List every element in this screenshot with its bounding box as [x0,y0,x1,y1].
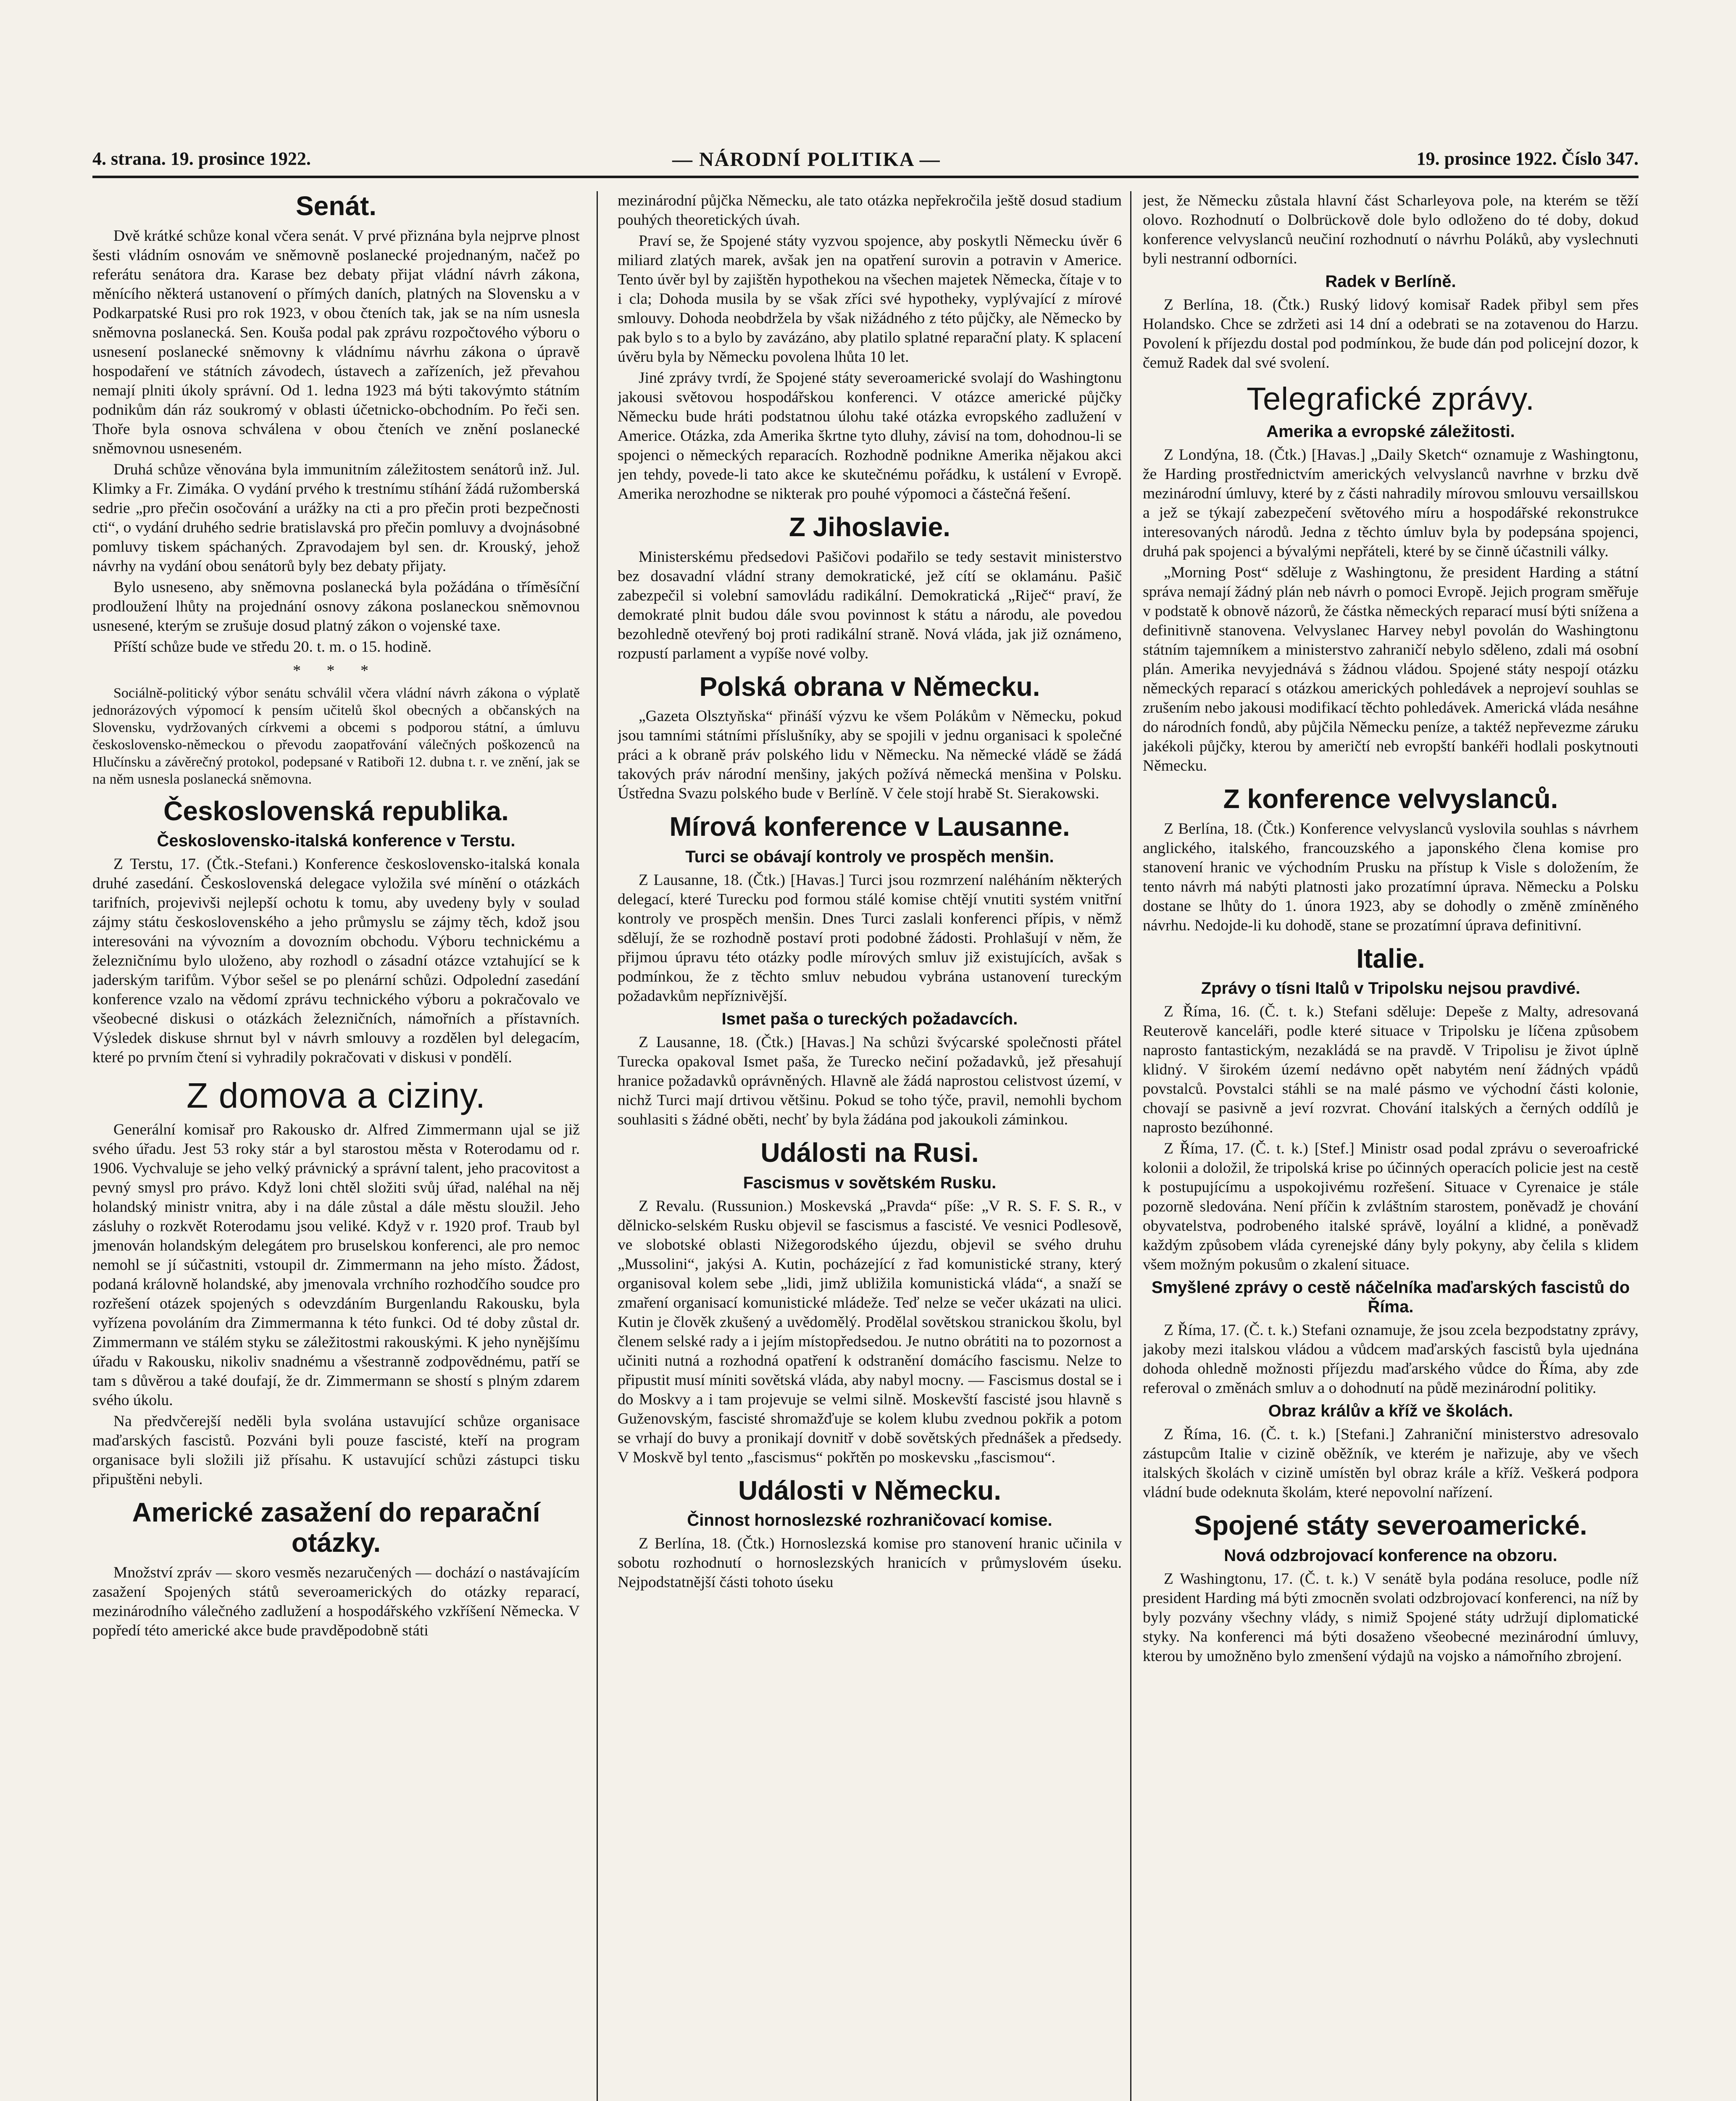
paragraph: Dvě krátké schůze konal včera senát. V prvé přiznána byla nejprve plnost šesti vládním osnovám ve sněmovně poslanecké projednaným, načež po referátu senátora dra. Karase bez debaty přijat vládní návrh zákona, měnícího některá ustanovení o přímých daních, platných na Slovensku a v Podkarpatské Rusi pro rok 1923, v obou čteních tak, jak se na ním usnesla sněmovna poslanecká. Sen. Kouša podal pak zprávu rozpočtového výboru o usnesení poslanecké sněmovny k vládnímu návrhu zákona o úpravě hospodaření ve státních závodech, ústavech a zařízeních, jež převahou nemají plniti úkoly správní. Od 1. ledna 1923 má býti takovýmto státním podnikům dán ráz soukromý v oblasti účetnicko-obchodním. Po řeči sen. Thoře byla osnova schválena v obou čteních ve znění poslanecké sněmovnou usneseném. [92,227,580,457]
article-subtitle-hornoslezska: Činnost hornoslezské rozhraničovací komise. [687,1511,1052,1530]
article-subtitle-fascismus: Fascismus v sovětském Rusku. [743,1173,997,1192]
paragraph: mezinárodní půjčka Německu, ale tato otázka nepřekročila ještě dosud stadium pouhých theoretických úvah. [618,192,1122,229]
header-rule [92,176,1639,178]
article-subtitle-radek: Radek v Berlíně. [1325,272,1456,291]
paragraph: Množství zpráv — skoro vesměs nezaručených — dochází o nastávajícím zasažení Spojených států severoamerických do otázky reparací, mezinárodního válečného zadlužení a hospodářského vzkříšení Německa. V popředí této americké akce bude pravděpodobně státi [92,1564,580,1639]
paragraph: Bylo usneseno, aby sněmovna poslanecká byla požádána o tříměsíční prodloužení lhůty na projednání osnovy zákona poslaneckou sněmovnou usnesené, kterým se zrušuje dosud platný zákon o vojenské taxe. [92,578,580,635]
article-title-csr: Československá republika. [163,795,509,826]
paragraph: Z Berlína, 18. (Čtk.) Hornoslezská komise pro stanovení hranic učinila v sobotu rozhodnutí o hornoslezských hranicích v průmyslovém úseku. Nejpodstatnější části tohoto úseku [618,1535,1122,1591]
paragraph: Z Revalu. (Russunion.) Moskevská „Pravda“ píše: „V R. S. F. S. R., v dělnicko-selském Rusku objevil se fascismus a fascisté. Ve vesnici Podlesově, ve slobotské oblasti Nižegorodského újezdu, objevil se svého druhu „Mussolini“, jakýsi A. Kutin, pocházející z řad komunistické strany, který organisoval kolem sebe „lidi, jimž ubližila komunistická vláda“, a snaží se zmaření organisací komunistické mládeže. Teď nelze se večer ukázati na ulici. Kutin je člověk zkušený a uvědomělý. Prodělal sovětskou stranickou školu, byl členem selské rady a i jejím místopředsedou. Je nutno obrátiti na to pozornost a učiniti nutná a rozhodná opatření k odstranění domácího fascismu. Nelze to připustit musí míniti sovětská vláda, aby nabyl mocny. — Fascismus dostal se i do Moskvy a i tam projevuje se velmi silně. Moskevští fascisté jsou hlavně s Guženovským, fascisté shromažďuje se kolem klubu zvednou pokřik a potom se vrhají do buvy a pronikají dovnitř v době sovětských přednášek a předsedy. V Moskvě byl tento „fascismus“ pokřtěn po moskevsku „fascismou“. [618,1197,1122,1466]
article-title-polska: Polská obrana v Německu. [699,671,1040,702]
article-title-americke: Americké zasažení do reparační otázky. [132,1497,540,1558]
header-date-issue: 19. prosince 1922. Číslo 347. [1416,148,1639,169]
article-subtitle-skoly: Obraz králův a kříž ve školách. [1268,1402,1513,1421]
column-2 [618,191,1122,2101]
paragraph: Z Říma, 17. (Č. t. k.) [Stef.] Ministr osad podal zprávu o severoafrické kolonii a doložil, že tripolská krise po účinných operacích policie jest na cestě k postupujícímu a uspokojivému rozřešení. Situace v Cyrenaice je stále pozorně sledována. Není příčin k zvláštním starostem, poněvadž je chování obyvatelstva, podrobeného italské správě, loyální a klidné, a poněvadž každým způsobem vláda cyrenejské dány byly pokyny, aby čelila s klidem všem možným pokusům o zkalení situace. [1143,1140,1639,1274]
paragraph: Z Berlína, 18. (Čtk.) Ruský lidový komisař Radek přibyl sem přes Holandsko. Chce se zdržeti asi 14 dní a odebrati se na zotavenou do Harzu. Povolení k příjezdu dostal pod podmínkou, že bude dán pod policejní dozor, k čemuž Radek dal své svolení. [1143,296,1639,371]
column-1 [92,191,580,2101]
article-subtitle-tripolsko: Zprávy o tísni Italů v Tripolsku nejsou pravdivé. [1201,979,1581,998]
article-title-lausanne: Mírová konference v Lausanne. [669,811,1070,842]
section-title-telegraf: Telegrafické zprávy. [1247,381,1535,417]
article-title-nemecku: Události v Německu. [738,1475,1001,1506]
column-3 [1143,191,1639,2101]
paragraph: „Morning Post“ sděluje z Washingtonu, že president Harding a státní správa nemají žádný plán neb návrh o pomoci Evropě. Jejich program směřuje v podstatě k obnově názorů, že částka německých reparací musí býti snížena a definitivně stanovena. Velvyslanec Harvey nebyl povolán do Washingtonu státním tajemníkem a ministerstvo zahraničí nebylo sděleno, zdali má osobní plán. Amerika nevyjednává s žádnou vládou. Spojené státy nespojí otázku německých reparací s otázkou amerických pohledávek a neprojeví souhlas se zrušením nebo jakousi modifikací těchto pohledávek. Americká vláda nesáhne do národních fondů, aby půjčila Německu peníze, a taktéž nepřevezme záruku jakékoli půjčky, kterou by američtí neb evropští bankéři hodlali poskytnouti Německu. [1143,564,1639,775]
article-subtitle-fascisti: Smyšlené zprávy o cestě náčelníka maďarských fascistů do Říma. [1151,1278,1630,1316]
article-title-konference: Z konference velvyslanců. [1223,784,1558,814]
article-subtitle-terst: Československo-italská konference v Terstu. [157,832,516,850]
paragraph: Na předvčerejší neděli byla svolána ustavující schůze organisace maďarských fascistů. Pozváni byli pouze fascisté, kteří na program organisace byli složili již přísahu. K ustavující schůzi zástupci tisku připuštěni nebyli. [92,1413,580,1488]
article-title-rusi: Události na Rusi. [760,1137,979,1168]
header-page-date: 4. strana. 19. prosince 1922. [92,148,311,169]
paragraph: Z Říma, 16. (Č. t. k.) Stefani sděluje: Depeše z Malty, adresovaná Reuterově kanceláři, podle které situace v Tripolsku je líčena způsobem naprosto fantastickým, nezakládá se na pravdě. V Tripolisu je život úplně klidný. V širokém území nedávno opět nabytém není žádných vpádů povstalců. Povstalci stáhli se na malé pásmo ve východní části kolonie, chovají se pasivně a jeví rozvrat. Chování italských a černých oddílů je naprosto bezúhonné. [1143,1003,1639,1137]
column-divider [597,191,598,2101]
paragraph: Z Lausanne, 18. (Čtk.) [Havas.] Turci jsou rozmrzení naléháním některých delegací, které Turecku pod formou stálé komise chtějí vnutiti systém vnitřní kontroly ve prospěch menšin. Dnes Turci zaslali konferenci přípis, v němž sdělují, že se rozhodně postaví proti podobné žádosti. Prohlašují v něm, že přijmou úpravu této otázky podle mírových smluv již existujících, avšak s podmínkou, že z těchto smluv nebudou vybrána ustanovení tureckým požadavkům nepříznivější. [618,871,1122,1005]
paragraph: Z Berlína, 18. (Čtk.) Konference velvyslanců vyslovila souhlas s návrhem anglického, italského, francouzského a japonského člena komise pro stanovení hranic ve východním Prusku na přístup k Visle s doložením, že tento návrh má nabýti platnosti jako prozatímní úprava. Německu a Polsku dostane se lhůty do 1. února 1923, aby se dohodly o změně zmíněného návrhu. Nedojde-li ku dohodě, stane se prozatímní úprava definitivní. [1143,820,1639,934]
article-title-usa: Spojené státy severoamerické. [1194,1510,1587,1541]
article-title-jihoslavie: Z Jihoslavie. [789,512,951,542]
paragraph: Z Říma, 16. (Č. t. k.) [Stefani.] Zahraniční ministerstvo adresovalo zástupcům Italie v cizině oběžník, ve kterém je nařizuje, aby ve všech italských školách v cizině umístěn byl obraz krále a kříž. Veškerá podpora vládní bude odeknuta školám, které nepovolní nařízení. [1143,1426,1639,1501]
paragraph: Ministerskému předsedovi Pašičovi podařilo se tedy sestavit ministerstvo bez dosavadní vládní strany demokratické, jež cítí se oklamánu. Pašič zabezpečil si volební samovládu radikální. Demokratická „Riječ“ praví, že demokraté plnit budou dále svou povinnost k státu a národu, ale povedou bezohledně otevřený boj proti radikální straně. Nová vláda, jak již oznámeno, rozpustí parlament a vypíše nové volby. [618,548,1122,662]
article-subtitle-amerika: Amerika a evropské záležitosti. [1266,422,1515,441]
separator-stars: * * * [293,661,379,679]
article-subtitle-ismet: Ismet paša o tureckých požadavcích. [721,1010,1018,1029]
paragraph: Z Říma, 17. (Č. t. k.) Stefani oznamuje, že jsou zcela bezpodstatny zprávy, jakoby mezi italskou vládou a vůdcem maďarských fascistů byla ujednána dohoda ohledně možnosti příjezdu maďarského vůdce do Říma, aby zde referoval o změnách smluv a o dohodnutí na půdě mezinárodní politiky. [1143,1322,1639,1397]
paragraph: „Gazeta Olsztyňska“ přináší výzvu ke všem Polákům v Německu, pokud jsou tamními státními příslušníky, aby se spojili v jednu organisaci k společné práci a k obraně práv polského lidu v Německu. Na německé vládě se žádá takových práv národní menšiny, jakých požívá německá menšina v Polsku. Ústředna Svazu polského bude v Berlíně. V čele stojí hrabě St. Sierakowski. [618,708,1122,803]
paragraph: Jiné zprávy tvrdí, že Spojené státy severoamerické svolají do Washingtonu jakousi světovou hospodářskou konferenci. V otázce americké půjčky Německu bude hráti podstatnou úlohu také otázka evropského zadlužení v Americe. Otázka, zda Amerika škrtne tyto dluhy, závisí na tom, dohodnou-li se spojenci o německých reparacích. Rozhodně podnikne Amerika nějakou akci jen tehdy, povede-li tato akce ke skutečnému pořádku, k ustálení v Evropě. Amerika nerozhodne se nikterak pro pouhé výpomoci a částečná řešení. [618,369,1122,503]
paragraph: Z Londýna, 18. (Čtk.) [Havas.] „Daily Sketch“ oznamuje z Washingtonu, že Harding prostřednictvím amerických velvyslanců navrhne v brzku dvě mezinárodní úmluvy, které by z části nahradily mírovou smlouvu versaillskou a jež se týkají zabezpečení světového míru a hospodářské rekonstrukce interesovaných národů. Jedna z těchto úmluv byla by podepsána spojenci, druhá pak spojenci a bývalými nepřáteli, které by se činně účastnili války. [1143,446,1639,561]
paragraph: Z Washingtonu, 17. (Č. t. k.) V senátě byla podána resoluce, podle níž president Harding má býti zmocněn svolati odzbrojovací konferenci, na níž by byly pozvány všechny vlády, s nimiž Spojené státy udržují diplomatické styky. Na konferenci má býti dosaženo všeobecné mezinárodní úmluvy, kterou by umožněno bylo zmenšení výdajů na vojsko a námořního zbrojení. [1143,1570,1639,1665]
article-subtitle-turci: Turci se obávají kontroly ve prospěch menšin. [685,848,1054,866]
paragraph: Z Lausanne, 18. (Čtk.) [Havas.] Na schůzi švýcarské společnosti přátel Turecka opakoval Ismet paša, že Turecko nečiní požadavků, jež přesahují hranice požadavků oprávněných. Hlavně ale žádá naprostou celistvost území, v nichž Turci mají drtivou většinu. Pokud se toho týče, pravil, nemohli bychom souhlasiti s žádné oběti, nechť by byla žádána pod jakoukoli záminkou. [618,1034,1122,1129]
article-title-domova: Z domova a ciziny. [186,1076,486,1116]
column-divider [1130,191,1131,2101]
paragraph: jest, že Německu zůstala hlavní část Scharleyova pole, na kterém se těží olovo. Rozhodnutí o Dolbrückově dole bylo odloženo do té doby, dokud konference velvyslanců neučiní rozhodnutí o návrhu Poláků, aby vyslechnuti byli nestranní odborníci. [1143,192,1639,267]
masthead-title: — NÁRODNÍ POLITIKA — [672,148,941,171]
paragraph: Sociálně-politický výbor senátu schválil včera vládní návrh zákona o výplatě jednorázových výpomocí k pensím učitelů škol obecných a občanských na Slovensku, vydržovaných církvemi a obcemi s podporou státní, a úmluvu československo-německou o převodu zaopatřování válečných poškozenců na Hlučínsku a závěrečný protokol, podepsané v Ratibоři 12. dubna t. r. ve znění, jak se na něm usnesla poslanecká sněmovna. [92,685,580,787]
article-subtitle-odzbrojeni: Nová odzbrojovací konference na obzoru. [1224,1546,1557,1565]
paragraph: Druhá schůze věnována byla immunitním záležitostem senátorů inž. Jul. Klimky a Fr. Zimáka. O vydání prvého k trestnímu stíhání žádá ružomberská sedrie „pro přečin osočování a urážky na cti a pro přečin proti bezpečnosti cti“, o vydání druhého sedrie bratislavská pro přečin pomluvy a dvojnásobné pomluvy tiskem spáchaných. Zpravodajem byl sen. dr. Krouský, jehož návrhy na vydání obou senátorů byly bez debaty přijaty. [92,461,580,575]
paragraph: Generální komisař pro Rakousko dr. Alfred Zimmermann ujal se již svého úřadu. Jest 53 roky stár a byl starostou města v Roterodamu od r. 1906. Vychvaluje se jeho velký právnický a správní talent, jeho pracovitost a pevný smysl pro právo. Když loni chtěl složiti svůj úřad, naléhal na něj holandský ministr vnitra, aby i na dále zůstal a dále městu sloužil. Jeho zásluhy o rozkvět Roterodamu jsou veliké. Když v r. 1920 prof. Traub byl jmenován holandským delegátem pro bruselskou konferenci, ale pro nemoc nemohl se jí súčastniti, vstoupil dr. Zimmermann na jeho místo. Žádost, podaná královně holandské, aby jmenovala vrchního rozhodčího soudce pro rozřešení otázek spojených s odevzdáním Burgenlandu Rakousku, byla vyřízena povoláním dra Zimmermanna k této funkci. Od té doby zůstal dr. Zimmermann ve stálém styku se záležitostmi rakouskými. K jeho nynějšímu úřadu v Rakousku, nikoliv snadnému a všestranně zodpovědnému, patří se tam s důvěrou a také doufají, že dr. Zimmermann se shostí s plným zdarem svého úkolu. [92,1121,580,1409]
paragraph: Z Terstu, 17. (Čtk.-Stefani.) Konference československo-italská konala druhé zasedání. Československá delegace vyložila své mínění o otázkách tarifních, projevivši nejlepší ochotu k tomu, aby uvedeny byly v soulad zájmy státu československého a jeho průmyslu se zájmy těch, kdož jsou interesováni na vývozním a dovozním obchodu. Výboru technickému a železničnímu bylo uloženo, aby rozhodl o zásadní otázce vztahující se k jaderským tarifům. Výbor sešel se po plenární schůzi. Odpolední zasedání konference vzalo na vědomí zprávu technického výboru a pokračovalo ve všeobecné diskusi o otázkách železničních, námořních a přístavních. Výsledek diskuse shrnut byl v návrh smlouvy a rozdělen byl delegacím, které po prvním čtení si vyhradily pokračovati v diskusi v pondělí. [92,856,580,1066]
article-title-senat: Senát. [295,191,377,221]
page-header [92,148,1639,173]
paragraph: Příští schůze bude ve středu 20. t. m. o 15. hodině. [113,638,432,656]
paragraph: Praví se, že Spojené státy vyzvou spojence, aby poskytli Německu úvěr 6 miliard zlatých marek, avšak jen na opatření surovin a potravin v Americe. Tento úvěr byl by zajištěn hypothekou na všechen majetek Německa, čítaje v to i cla; Dohoda musila by se však zříci své hypotheky, vyplývající z mírové smlouvy. Dohoda neobdržela by však nižádného z této půjčky, ale Německo by pak bylo s to a bylo by zavázáno, aby platilo splatné reparační platy. K splacení úvěru byla by Německu povolena lhůta 10 let. [618,232,1122,366]
article-title-italie: Italie. [1356,943,1425,974]
